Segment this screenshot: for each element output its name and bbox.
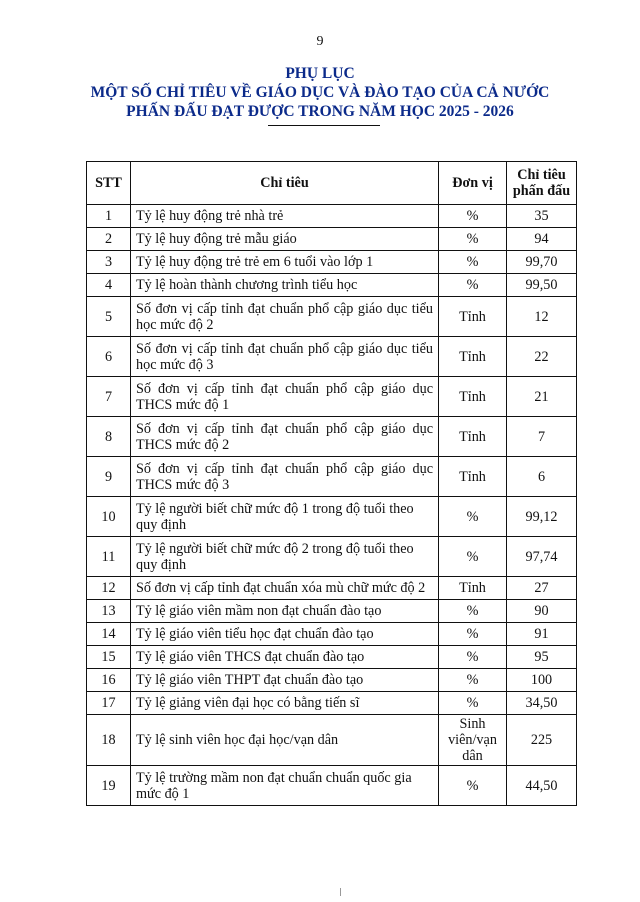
row-target: 22 (507, 337, 577, 377)
scan-mark (340, 888, 345, 896)
row-stt: 15 (87, 646, 131, 669)
indicators-table (86, 161, 577, 806)
row-target: 90 (507, 600, 577, 623)
table-row (87, 377, 577, 417)
document-title-line-1: MỘT SỐ CHỈ TIÊU VỀ GIÁO DỤC VÀ ĐÀO TẠO CỦA CẢ NƯỚC (90, 84, 550, 101)
row-target: 7 (507, 417, 577, 457)
row-indicator: Số đơn vị cấp tỉnh đạt chuẩn phổ cập giáo dục tiểu học mức độ 3 (131, 337, 439, 377)
row-target: 225 (507, 715, 577, 766)
row-stt: 4 (87, 274, 131, 297)
row-indicator: Tỷ lệ người biết chữ mức độ 2 trong độ tuổi theo quy định (131, 537, 439, 577)
row-indicator: Tỷ lệ giáo viên THCS đạt chuẩn đào tạo (131, 646, 439, 669)
row-unit: % (439, 497, 507, 537)
row-indicator: Số đơn vị cấp tỉnh đạt chuẩn phổ cập giáo dục THCS mức độ 3 (131, 457, 439, 497)
row-stt: 16 (87, 669, 131, 692)
table-row (87, 297, 577, 337)
row-stt: 2 (87, 228, 131, 251)
table-row (87, 623, 577, 646)
row-unit: % (439, 205, 507, 228)
row-unit: % (439, 228, 507, 251)
header-stt: STT (87, 162, 131, 205)
header-target: Chỉ tiêu phấn đấu (507, 162, 577, 205)
row-target: 99,70 (507, 251, 577, 274)
row-target: 95 (507, 646, 577, 669)
row-unit: % (439, 692, 507, 715)
document-heading (0, 64, 640, 121)
table-row (87, 646, 577, 669)
row-indicator: Số đơn vị cấp tỉnh đạt chuẩn phổ cập giáo dục THCS mức độ 1 (131, 377, 439, 417)
table-row (87, 417, 577, 457)
row-indicator: Số đơn vị cấp tỉnh đạt chuẩn xóa mù chữ mức độ 2 (131, 577, 439, 600)
table-row (87, 537, 577, 577)
appendix-title: PHỤ LỤC (285, 65, 355, 82)
row-target: 21 (507, 377, 577, 417)
table-header-row (87, 162, 577, 205)
row-target: 99,50 (507, 274, 577, 297)
row-stt: 19 (87, 766, 131, 806)
row-target: 44,50 (507, 766, 577, 806)
row-target: 12 (507, 297, 577, 337)
page-number: 9 (316, 34, 324, 49)
row-target: 34,50 (507, 692, 577, 715)
row-target: 100 (507, 669, 577, 692)
table-row (87, 274, 577, 297)
row-unit: % (439, 600, 507, 623)
row-unit: Tỉnh (439, 417, 507, 457)
table-row (87, 600, 577, 623)
row-indicator: Tỷ lệ giảng viên đại học có bằng tiến sĩ (131, 692, 439, 715)
row-stt: 9 (87, 457, 131, 497)
row-unit: % (439, 274, 507, 297)
table-row (87, 669, 577, 692)
row-stt: 14 (87, 623, 131, 646)
row-unit: % (439, 669, 507, 692)
row-indicator: Tỷ lệ người biết chữ mức độ 1 trong độ tuổi theo quy định (131, 497, 439, 537)
row-indicator: Tỷ lệ sinh viên học đại học/vạn dân (131, 715, 439, 766)
row-indicator: Tỷ lệ trường mầm non đạt chuẩn chuẩn quốc gia mức độ 1 (131, 766, 439, 806)
row-indicator: Tỷ lệ huy động trẻ nhà trẻ (131, 205, 439, 228)
row-stt: 13 (87, 600, 131, 623)
row-unit: % (439, 766, 507, 806)
row-unit: % (439, 251, 507, 274)
row-unit: Tỉnh (439, 297, 507, 337)
table-row (87, 228, 577, 251)
table-row (87, 497, 577, 537)
table-row (87, 766, 577, 806)
row-stt: 7 (87, 377, 131, 417)
row-target: 6 (507, 457, 577, 497)
row-indicator: Tỷ lệ hoàn thành chương trình tiểu học (131, 274, 439, 297)
row-indicator: Tỷ lệ huy động trẻ trẻ em 6 tuổi vào lớp 1 (131, 251, 439, 274)
row-target: 91 (507, 623, 577, 646)
row-unit: % (439, 646, 507, 669)
table-row (87, 251, 577, 274)
table-row (87, 457, 577, 497)
row-unit: Tỉnh (439, 577, 507, 600)
table-row (87, 337, 577, 377)
document-title-line-2: PHẤN ĐẤU ĐẠT ĐƯỢC TRONG NĂM HỌC 2025 - 2026 (126, 103, 514, 120)
row-stt: 18 (87, 715, 131, 766)
row-target: 97,74 (507, 537, 577, 577)
row-target: 35 (507, 205, 577, 228)
row-indicator: Tỷ lệ giáo viên mầm non đạt chuẩn đào tạo (131, 600, 439, 623)
row-unit: Tỉnh (439, 377, 507, 417)
row-unit: % (439, 537, 507, 577)
header-indicator: Chỉ tiêu (131, 162, 439, 205)
row-stt: 3 (87, 251, 131, 274)
row-stt: 11 (87, 537, 131, 577)
row-unit: Tỉnh (439, 337, 507, 377)
row-stt: 1 (87, 205, 131, 228)
header-unit: Đơn vị (439, 162, 507, 205)
row-target: 94 (507, 228, 577, 251)
row-indicator: Số đơn vị cấp tỉnh đạt chuẩn phổ cập giáo dục tiểu học mức độ 2 (131, 297, 439, 337)
table-row (87, 577, 577, 600)
table-row (87, 692, 577, 715)
table-row (87, 205, 577, 228)
row-stt: 6 (87, 337, 131, 377)
row-stt: 10 (87, 497, 131, 537)
row-indicator: Số đơn vị cấp tỉnh đạt chuẩn phổ cập giáo dục THCS mức độ 2 (131, 417, 439, 457)
row-indicator: Tỷ lệ giáo viên THPT đạt chuẩn đào tạo (131, 669, 439, 692)
table-row (87, 715, 577, 766)
title-underline (268, 125, 380, 126)
row-target: 27 (507, 577, 577, 600)
row-indicator: Tỷ lệ giáo viên tiểu học đạt chuẩn đào tạo (131, 623, 439, 646)
row-unit: % (439, 623, 507, 646)
row-unit: Sinh viên/vạn dân (439, 715, 507, 766)
row-stt: 17 (87, 692, 131, 715)
row-stt: 8 (87, 417, 131, 457)
row-unit: Tỉnh (439, 457, 507, 497)
row-target: 99,12 (507, 497, 577, 537)
row-stt: 12 (87, 577, 131, 600)
row-indicator: Tỷ lệ huy động trẻ mẫu giáo (131, 228, 439, 251)
row-stt: 5 (87, 297, 131, 337)
